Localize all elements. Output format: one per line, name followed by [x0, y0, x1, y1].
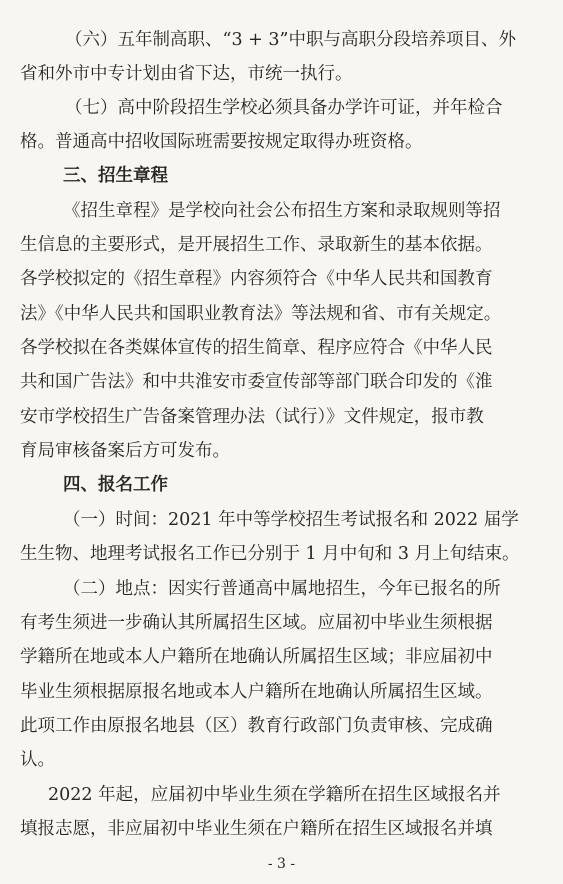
paragraph-seven-line-2: 格。普通高中招收国际班需要按规定取得办班资格。 [20, 132, 423, 152]
registration-place-line-3: 学籍所在地或本人户籍所在地确认所属招生区域；非应届初中 [20, 647, 493, 667]
charter-paragraph-line-7: 安市学校招生广告备案管理办法（试行）》文件规定，报市教 [20, 407, 484, 427]
charter-paragraph-line-8: 育局审核备案后方可发布。 [20, 441, 230, 461]
paragraph-seven-line-1: （七）高中阶段招生学校必须具备办学许可证，并年检合 [65, 98, 503, 118]
paragraph-six-line-2: 省和外市中专计划由省下达，市统一执行。 [20, 64, 353, 84]
section-heading-registration: 四、报名工作 [63, 475, 168, 495]
registration-place-line-2: 有考生须进一步确认其所属招生区域。应届初中毕业生须根据 [20, 613, 493, 633]
charter-paragraph-line-1: 《招生章程》是学校向社会公布招生方案和录取规则等招 [63, 201, 501, 221]
section-heading-enrollment-charter: 三、招生章程 [63, 166, 168, 186]
registration-time-line-2: 生生物、地理考试报名工作已分别于 1 月中旬和 3 月上旬结束。 [20, 544, 520, 564]
charter-paragraph-line-5: 各学校拟在各类媒体宣传的招生简章、程序应符合《中华人民 [20, 338, 493, 358]
registration-place-line-6: 认。 [20, 750, 55, 770]
year-2022-paragraph-line-1: 2022 年起，应届初中毕业生须在学籍所在招生区域报名并 [48, 785, 501, 805]
registration-place-line-1: （二）地点：因实行普通高中属地招生，今年已报名的所 [63, 579, 501, 599]
page-number: - 3 - [267, 856, 296, 872]
registration-time-line-1: （一）时间：2021 年中等学校招生考试报名和 2022 届学 [63, 510, 519, 530]
charter-paragraph-line-6: 共和国广告法》和中共淮安市委宣传部等部门联合印发的《淮 [20, 372, 493, 392]
year-2022-paragraph-line-2: 填报志愿，非应届初中毕业生须在户籍所在招生区域报名并填 [20, 819, 493, 839]
charter-paragraph-line-4: 法》《中华人民共和国职业教育法》等法规和省、市有关规定。 [20, 304, 502, 324]
charter-paragraph-line-2: 生信息的主要形式，是开展招生工作、录取新生的基本依据。 [20, 235, 493, 255]
registration-place-line-5: 此项工作由原报名地县（区）教育行政部门负责审核、完成确 [20, 716, 493, 736]
registration-place-line-4: 毕业生须根据原报名地或本人户籍所在地确认所属招生区域。 [20, 682, 493, 702]
paragraph-six-line-1: （六）五年制高职、“3 + 3”中职与高职分段培养项目、外 [65, 30, 516, 50]
charter-paragraph-line-3: 各学校拟定的《招生章程》内容须符合《中华人民共和国教育 [20, 269, 493, 289]
